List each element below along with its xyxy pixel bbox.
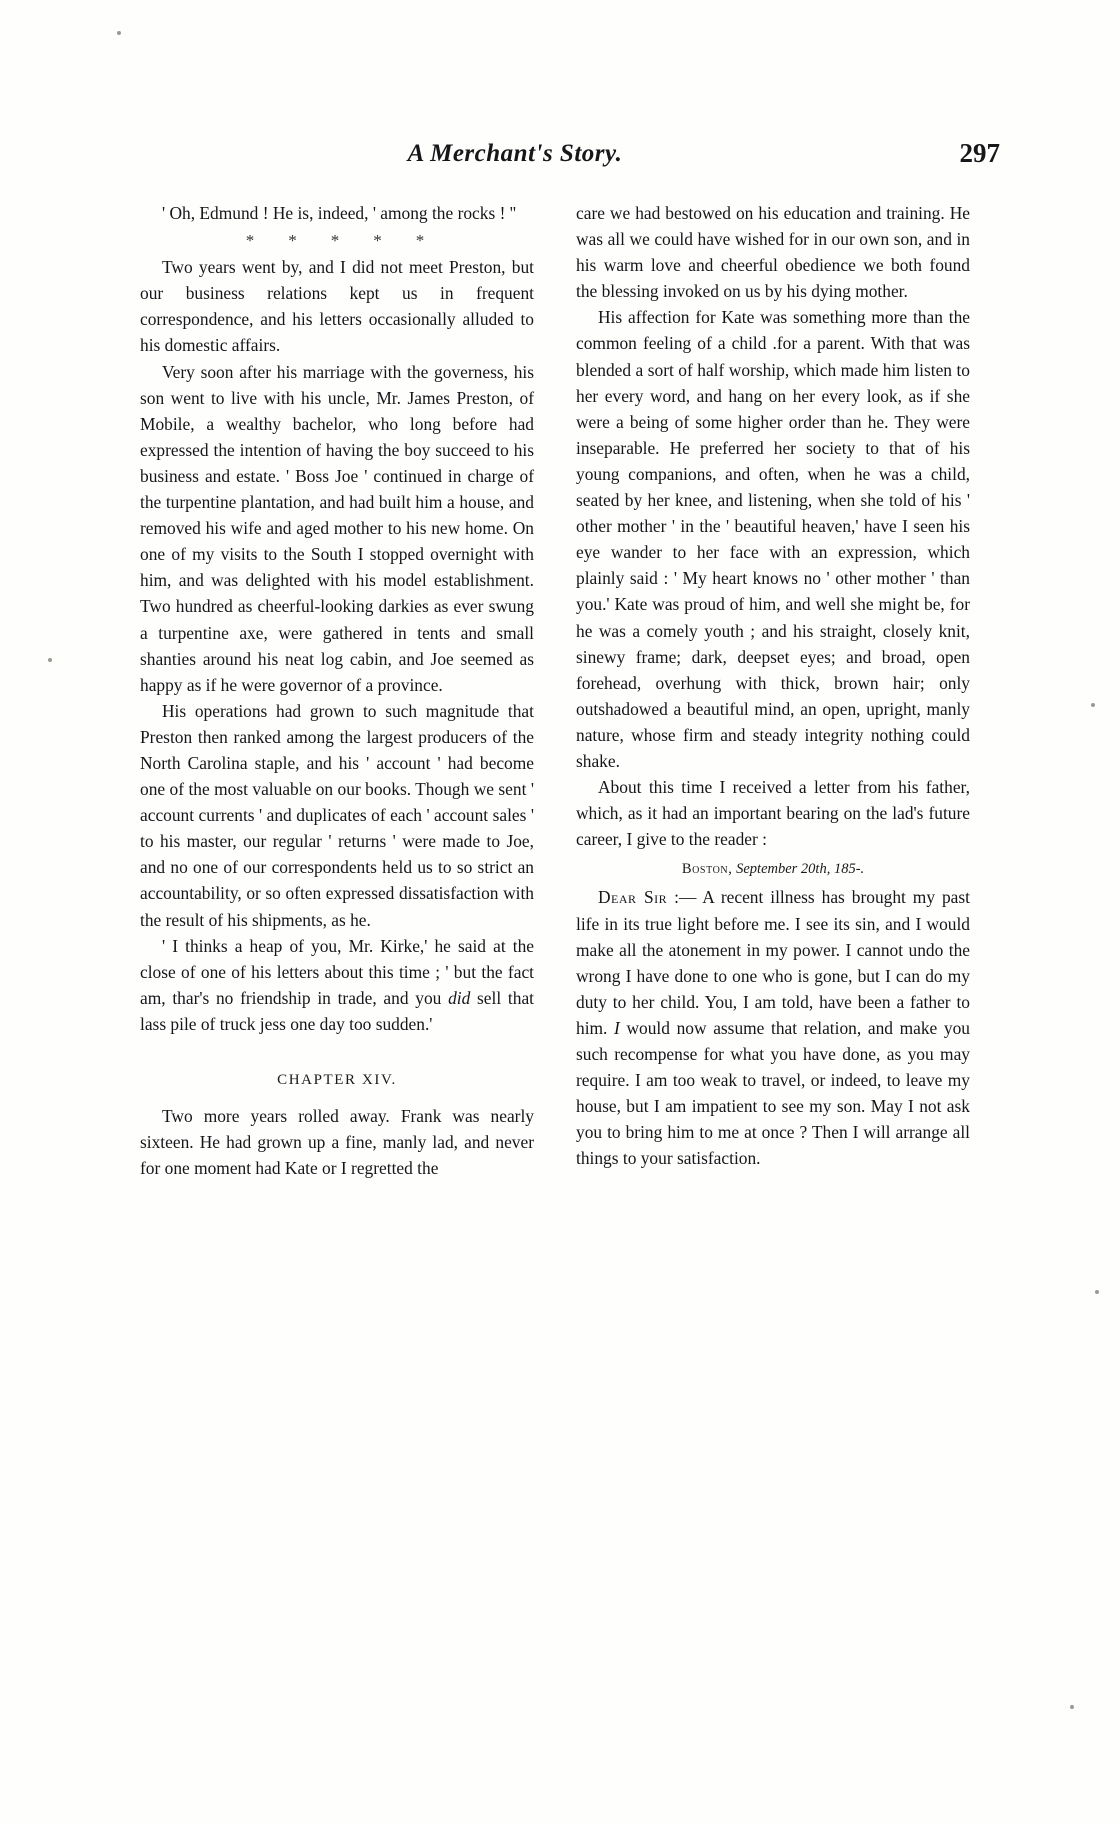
chapter-heading: CHAPTER XIV. [277,1072,397,1088]
scan-speck [1070,1705,1074,1709]
letter-body [576,884,970,1171]
section-break-asterisks: ***** [245,231,459,251]
page-header [120,140,1000,180]
page-number: 297 [959,138,1000,168]
letter-text: :— A recent illness has brought my past life in its true light before me. I see its sin, and I would make all the atonement in my power. I cannot undo the wrong I have done to one who is gone, but I can do my duty to her child. You, I am told, have been a father to him. [576,887,970,1038]
paragraph-quote: ' Oh, Edmund ! He is, indeed, ' among the rocks ! '' [162,203,516,223]
letter-salutation: Dear Sir [598,887,668,908]
scan-speck [117,31,121,35]
letter-date: September 20th, 185-. [736,861,865,878]
letter-dateline [576,856,970,882]
paragraph: Very soon after his marriage with the governess, his son went to live with his uncle, Mr. James Preston, of Mobile, a wealthy bachelor, who long before had expressed the intention of having the boy succeed to his business and estate. ' Boss Joe ' continued in charge of the turpentine plantation, and had built him a house, and removed his wife and aged mother to his new home. On one of my visits to the South I stopped overnight with him, and was delighted with his model establishment. Two hundred as cheerful-looking darkies as ever swung a turpentine axe, were gathered in tents and small shanties around his neat log cabin, and Joe seemed as happy as if he were governor of a province. [140,361,534,695]
paragraph: About this time I received a letter from his father, which, as it had an important bearing on the lad's future career, I give to the reader : [576,777,970,850]
paragraph-text: sell that lass pile of truck jess one day too sudden.' [140,987,534,1034]
right-column [576,200,970,1181]
paragraph: Two more years rolled away. Frank was nearly sixteen. He had grown up a fine, manly lad, and never for one moment had Kate or I regretted the [140,1106,534,1179]
paragraph: His operations had grown to such magnitude that Preston then ranked among the largest producers of the North Carolina staple, and his ' account ' had become one of the most valuable on our books. Though we sent ' account currents ' and duplicates of each ' account sales ' to his master, our regular ' returns ' were made to Joe, and no one of our correspondents held us to so strict an accountability, or so often expressed dissatisfaction with the result of his shipments, as he. [140,700,534,930]
running-title: A Merchant's Story. [407,140,623,167]
emphasis-word: did [448,987,471,1008]
scan-speck [48,658,52,662]
body-columns [140,200,970,1181]
paragraph-text: ' I thinks a heap of you, Mr. Kirke,' he said at the close of one of his letters about this time ; ' but the fact am, thar's no friendship in trade, and you [140,935,534,1008]
paragraph: His affection for Kate was something more than the common feeling of a child .for a parent. With that was blended a sort of half worship, which made him listen to her every word, and hang on her every look, as if she were a being of some higher order than he. They were inseparable. He preferred her society to that of his young companions, and often, when he was a child, seated by her knee, and listening, when she told of his ' other mother ' in the ' beautiful heaven,' have I seen his eye wander to her face with an expression, which plainly said : ' My heart knows no ' other mother ' than you.' Kate was proud of him, and well she might be, for he was a comely youth ; and his straight, closely knit, sinewy frame; dark, deepset eyes; and broad, open forehead, overhung with thick, brown hair; only outshadowed a beautiful mind, an open, upright, manly nature, whose firm and steady integrity nothing could shake. [576,307,970,771]
paragraph-letter-quote [140,933,534,1037]
emphasis-word: I [614,1017,620,1038]
letter-text: would now assume that relation, and make you such recompense for what you have done, as you may require. I am too weak to travel, or indeed, to leave my house, but I am impatient to see my son. May I not ask you to bring him to me at once ? Then I will arrange all things to your satisfaction. [576,1017,970,1169]
scan-speck [1091,703,1095,707]
paragraph: Two years went by, and I did not meet Preston, but our business relations kept us in frequent correspondence, and his letters occasionally alluded to his domestic affairs. [140,257,534,356]
letter-city: Boston, [681,861,733,878]
scan-speck [1095,1290,1099,1294]
paragraph-continuation: care we had bestowed on his education and training. He was all we could have wished for in our own son, and in his warm love and cheerful obedience we both found the blessing invoked on us by his dying mother. [576,203,970,302]
left-column [140,200,534,1181]
